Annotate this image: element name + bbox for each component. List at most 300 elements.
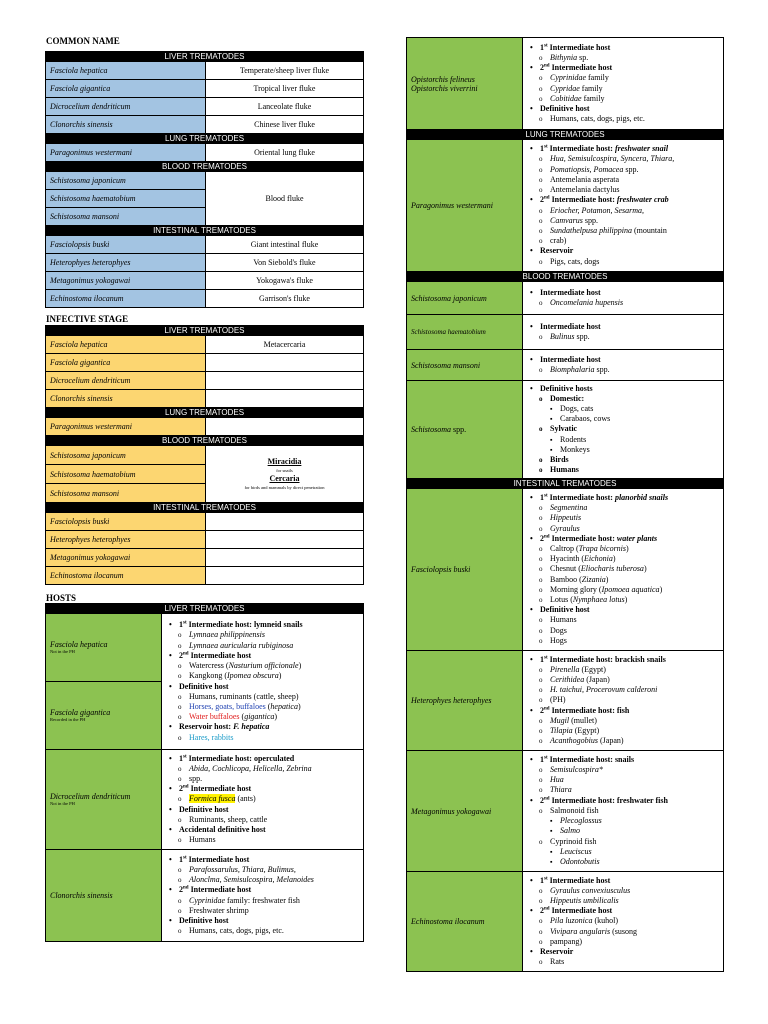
- host-list-item: [526, 465, 720, 475]
- host-category-item: [526, 63, 720, 73]
- species-cell: Fasciola hepatica: [46, 62, 206, 80]
- text-run: Eichonia: [584, 554, 613, 564]
- text-run: family: freshwater fish: [225, 895, 300, 905]
- species-name: Schistosoma: [411, 425, 451, 434]
- host-details-cell: [162, 850, 364, 942]
- hosts-left-table: [45, 603, 364, 942]
- species-cell: Schistosoma japonicum: [46, 446, 206, 465]
- text-run: Definitive host: [179, 681, 229, 691]
- host-list-item: [526, 775, 720, 785]
- host-details-cell: [523, 38, 724, 130]
- species-cell: [46, 614, 162, 682]
- text-run: (ants): [235, 794, 256, 804]
- liver-trematodes-header: LIVER TREMATODES: [46, 326, 364, 336]
- species-note: Not in the PH: [50, 649, 75, 654]
- text-run: 1: [540, 144, 544, 154]
- text-run: water plants: [616, 533, 658, 543]
- text-run: ): [612, 554, 616, 564]
- text-run: Rodents: [560, 434, 587, 444]
- text-run: Intermediate host: [547, 42, 611, 52]
- text-run: nd: [544, 906, 550, 912]
- species-cell: Fasciolopsis buski: [46, 236, 206, 254]
- text-run: (Japan): [598, 736, 624, 746]
- text-run: Gyraulus: [550, 523, 580, 533]
- host-list-item: [526, 585, 720, 595]
- host-list-item: [526, 896, 720, 906]
- text-run: Lotus (: [550, 595, 573, 604]
- host-list-item: [526, 175, 720, 185]
- text-run: Ruminants, sheep, cattle: [189, 814, 268, 824]
- text-run: (: [239, 712, 245, 722]
- text-run: 1: [540, 492, 544, 502]
- host-list-item: [526, 826, 720, 836]
- host-details-cell: [523, 651, 724, 751]
- text-run: st: [544, 875, 548, 881]
- host-list-item: [526, 685, 720, 695]
- host-list-item: [526, 886, 720, 896]
- blood-trematodes-header: BLOOD TREMATODES: [407, 272, 724, 282]
- text-run: Pomatiopsis, Pomacea: [550, 164, 624, 174]
- species-cell: Metagonimus yokogawai: [407, 751, 523, 872]
- common-name-table: [45, 51, 364, 308]
- host-category-item: [526, 384, 720, 394]
- text-run: 1: [179, 753, 183, 763]
- species-cell: Dicrocelium dendriticum: [46, 98, 206, 116]
- host-list-item: [526, 236, 720, 246]
- host-category-item: [165, 784, 360, 794]
- text-run: Sundathelpusa philippina: [550, 225, 632, 235]
- text-run: Cerithidea: [550, 674, 585, 684]
- text-run: ): [624, 595, 628, 604]
- text-run: Hua: [550, 775, 564, 785]
- text-run: Intermediate host: [547, 875, 611, 885]
- host-list-item: [165, 641, 360, 651]
- common-name-cell: Garrison's fluke: [206, 290, 364, 308]
- cercaria-note: for birds and mammals by direct penetration: [244, 485, 325, 490]
- text-run: (mullet): [569, 715, 597, 725]
- species-note: Recorded in the PH: [50, 717, 86, 722]
- species-cell: Clonorchis sinensis: [46, 850, 162, 942]
- text-run: spp.: [574, 332, 590, 341]
- text-run: 2: [540, 195, 544, 205]
- text-run: 1: [540, 754, 544, 764]
- blood-trematodes-header: BLOOD TREMATODES: [46, 162, 364, 172]
- host-details-cell: [162, 614, 364, 750]
- text-run: Acanthogobius: [550, 736, 598, 746]
- host-category-item: [526, 355, 720, 365]
- host-details-cell: [523, 282, 724, 315]
- species-cell: Echinostoma ilocanum: [407, 872, 523, 972]
- host-list-item: [526, 216, 720, 226]
- host-list-item: [526, 154, 720, 164]
- host-list-item: [165, 712, 360, 722]
- host-category-item: [165, 754, 360, 764]
- blood-trematodes-header: BLOOD TREMATODES: [46, 436, 364, 446]
- text-run: 1: [540, 654, 544, 664]
- host-category-item: [526, 104, 720, 114]
- host-category-item: [526, 493, 720, 503]
- infective-stage-table: [45, 325, 364, 585]
- text-run: Definitive host: [179, 804, 229, 814]
- host-details-cell: [523, 350, 724, 381]
- common-name-cell: Chinese liver fluke: [206, 116, 364, 134]
- infective-stage-heading: INFECTIVE STAGE: [46, 314, 129, 324]
- host-list-item: [165, 764, 360, 774]
- text-run: Dogs: [550, 625, 567, 635]
- host-list-item: [526, 257, 720, 267]
- text-run: (susong: [610, 926, 637, 936]
- host-list-item: [526, 404, 720, 414]
- text-run: Bithynia: [550, 52, 578, 62]
- species-cell: Fasciola gigantica: [46, 354, 206, 372]
- text-run: Dogs, cats: [560, 403, 594, 413]
- cercaria-label: Cercaria: [269, 474, 300, 483]
- text-run: Humans: [550, 465, 579, 475]
- common-name-cell: Lanceolate fluke: [206, 98, 364, 116]
- text-run: Cyprinidae: [550, 73, 586, 83]
- text-run: ): [605, 574, 609, 584]
- species-cell: Echinostoma ilocanum: [46, 567, 206, 585]
- text-run: family: [586, 73, 609, 83]
- host-list-item: [526, 857, 720, 867]
- text-run: Watercress (: [189, 661, 229, 671]
- host-details-cell: [523, 872, 724, 972]
- text-run: (PH): [550, 695, 566, 705]
- host-list-item: [165, 835, 360, 845]
- lung-trematodes-header: LUNG TREMATODES: [46, 408, 364, 418]
- species-name: Fasciola gigantica: [50, 708, 111, 717]
- species-cell: Schistosoma japonicum: [407, 282, 523, 315]
- host-list-item: [526, 726, 720, 736]
- species-cell: Paragonimus westermani: [46, 144, 206, 162]
- text-run: st: [544, 654, 548, 660]
- species-cell: Schistosoma japonicum: [46, 172, 206, 190]
- text-run: hepatica: [270, 701, 298, 711]
- host-details-cell: [523, 381, 724, 479]
- miracidia-label: Miracidia: [267, 457, 302, 466]
- text-run: Odontobutis: [560, 856, 600, 866]
- host-list-item: [526, 937, 720, 947]
- host-category-item: [526, 43, 720, 53]
- species-name: Dicrocelium dendriticum: [50, 792, 131, 801]
- text-run: ): [659, 584, 663, 594]
- species-cell: Heterophyes heterophyes: [407, 651, 523, 751]
- host-category-item: [526, 906, 720, 916]
- host-list-item: [526, 513, 720, 523]
- text-run: Tilapia: [550, 726, 573, 735]
- text-run: Oncomelania hupensis: [550, 298, 624, 307]
- text-run: Hyacinth (: [550, 554, 584, 564]
- text-run: Ipomea obscura: [227, 671, 279, 681]
- common-name-cell: Von Siebold's fluke: [206, 254, 364, 272]
- text-run: Intermediate host:: [549, 195, 617, 205]
- text-run: Intermediate host:: [547, 492, 615, 502]
- host-list-item: [165, 733, 360, 743]
- text-run: Cobitidae: [550, 93, 582, 103]
- host-category-item: [526, 706, 720, 716]
- text-run: gigantica: [244, 712, 275, 722]
- host-list-item: [526, 816, 720, 826]
- species-suffix: spp.: [451, 425, 467, 434]
- species-cell: Echinostoma ilocanum: [46, 290, 206, 308]
- host-list-item: [526, 455, 720, 465]
- species-cell: Clonorchis sinensis: [46, 390, 206, 408]
- text-run: Humans, ruminants (cattle, sheep): [189, 691, 299, 701]
- host-list-item: [526, 94, 720, 104]
- text-run: Ipomoea aquatica: [601, 584, 660, 594]
- text-run: Reservoir: [540, 947, 574, 956]
- text-run: Intermediate host: lymneid snails: [186, 620, 303, 630]
- text-run: st: [183, 855, 187, 861]
- text-run: Bamboo (: [550, 574, 582, 584]
- host-list-item: [526, 554, 720, 564]
- text-run: Humans, cats, dogs, pigs, etc.: [189, 926, 284, 936]
- host-list-item: [165, 794, 360, 804]
- host-list-item: [526, 636, 720, 646]
- text-run: Hippeutis umbilicalis: [550, 895, 619, 905]
- text-run: (Egypt): [579, 664, 606, 674]
- text-run: sp.: [577, 52, 589, 62]
- text-run: Abida, Cochlicopa, Helicella, Zebrina: [189, 763, 312, 773]
- text-run: Biomphalaria: [550, 365, 595, 374]
- common-name-cell: Oriental lung fluke: [206, 144, 364, 162]
- text-run: Pirenella: [550, 664, 580, 674]
- text-run: Lymnaea philippinensis: [189, 630, 265, 640]
- text-run: Intermediate host:: [547, 144, 615, 154]
- species-cell: Paragonimus westermani: [46, 418, 206, 436]
- text-run: Formica fusca: [189, 794, 236, 804]
- host-list-item: [165, 906, 360, 916]
- host-list-item: [165, 875, 360, 885]
- text-run: pampang): [550, 936, 582, 946]
- text-run: Nymphaea lotus: [572, 595, 625, 604]
- text-run: Definitive host: [179, 915, 229, 925]
- text-run: Chesnut (: [550, 564, 581, 574]
- text-run: 2: [540, 705, 544, 715]
- host-list-item: [526, 837, 720, 847]
- text-run: Intermediate host: [549, 63, 613, 73]
- species-cell: Schistosoma haematobium: [46, 465, 206, 484]
- text-run: 2: [540, 533, 544, 543]
- host-list-item: [526, 675, 720, 685]
- text-run: ): [298, 661, 302, 671]
- host-category-item: [526, 288, 720, 298]
- text-run: nd: [544, 63, 550, 69]
- host-list-item: [526, 524, 720, 534]
- text-run: Birds: [550, 455, 569, 464]
- miracidia-note: for snails: [276, 468, 293, 473]
- liver-trematodes-header: LIVER TREMATODES: [46, 604, 364, 614]
- text-run: Intermediate host: [540, 321, 601, 331]
- infective-stage-blood-cell: [206, 446, 364, 503]
- text-run: nd: [183, 651, 189, 657]
- lung-trematodes-header: LUNG TREMATODES: [407, 130, 724, 140]
- host-list-item: [526, 165, 720, 175]
- text-run: freshwater crab: [616, 195, 669, 205]
- text-run: Intermediate host: [186, 854, 250, 864]
- intestinal-trematodes-header: INTESTINAL TREMATODES: [46, 503, 364, 513]
- text-run: (kuhol): [592, 916, 619, 926]
- host-category-item: [526, 534, 720, 544]
- text-run: ): [643, 564, 647, 574]
- host-category-item: [526, 876, 720, 886]
- text-run: Rats: [550, 957, 565, 967]
- text-run: Domestic:: [550, 393, 585, 403]
- infective-stage-cell: [206, 567, 364, 585]
- text-run: (Egypt): [572, 726, 600, 735]
- host-details-cell: [523, 751, 724, 872]
- text-run: st: [183, 620, 187, 626]
- host-category-item: [165, 651, 360, 661]
- text-run: 2: [540, 795, 544, 805]
- infective-stage-cell: [206, 418, 364, 436]
- text-run: Humans: [189, 835, 216, 845]
- host-list-item: [526, 185, 720, 195]
- text-run: Monkeys: [560, 444, 590, 454]
- species-cell: Fasciolopsis buski: [46, 513, 206, 531]
- host-list-item: [526, 564, 720, 574]
- host-details-cell: [162, 750, 364, 850]
- host-list-item: [526, 298, 720, 308]
- text-run: Pila luzonica: [550, 916, 593, 926]
- text-run: Hua, Semisulcospira, Syncera, Thiara,: [550, 154, 675, 164]
- host-list-item: [526, 435, 720, 445]
- text-run: Intermediate host: [549, 906, 613, 916]
- text-run: Intermediate host: operculated: [186, 753, 295, 763]
- host-list-item: [526, 73, 720, 83]
- host-list-item: [165, 926, 360, 936]
- host-details-cell: [523, 489, 724, 651]
- species-cell: Schistosoma mansoni: [46, 484, 206, 503]
- text-run: Zizania: [581, 574, 606, 584]
- species-cell: Heterophyes heterophyes: [46, 254, 206, 272]
- host-list-item: [526, 332, 720, 342]
- host-category-item: [526, 246, 720, 256]
- text-run: nd: [183, 885, 189, 891]
- text-run: Caltrop (: [550, 543, 579, 553]
- host-list-item: [526, 695, 720, 705]
- species-note: Not in the PH: [50, 801, 75, 806]
- species-cell: Heterophyes heterophyes: [46, 531, 206, 549]
- text-run: nd: [544, 796, 550, 802]
- host-category-item: [526, 796, 720, 806]
- species-cell: [407, 381, 523, 479]
- infective-stage-cell: [206, 372, 364, 390]
- text-run: Intermediate host:: [549, 533, 617, 543]
- text-run: freshwater snail: [614, 144, 669, 154]
- common-name-heading: COMMON NAME: [46, 36, 120, 46]
- host-category-item: [526, 605, 720, 615]
- infective-stage-cell: [206, 390, 364, 408]
- host-list-item: [165, 815, 360, 825]
- text-run: Intermediate host: snails: [547, 754, 635, 764]
- text-run: (mountain: [632, 225, 667, 235]
- host-list-item: [526, 595, 720, 605]
- text-run: ): [274, 712, 278, 722]
- species-cell: Fasciola gigantica: [46, 80, 206, 98]
- host-list-item: [526, 503, 720, 513]
- species-cell: Metagonimus yokogawai: [46, 272, 206, 290]
- host-list-item: [526, 365, 720, 375]
- text-run: Camvarus: [550, 215, 583, 225]
- text-run: Kangkong (: [189, 671, 227, 681]
- intestinal-trematodes-header: INTESTINAL TREMATODES: [46, 226, 364, 236]
- species-cell: Schistosoma mansoni: [407, 350, 523, 381]
- text-run: Gyraulus convexiusculus: [550, 885, 631, 895]
- text-run: st: [544, 144, 548, 150]
- host-category-item: [526, 755, 720, 765]
- text-run: st: [544, 755, 548, 761]
- text-run: Nasturium officionale: [228, 661, 299, 671]
- host-category-item: [526, 195, 720, 205]
- host-list-item: [526, 226, 720, 236]
- text-run: Hares, rabbits: [189, 732, 234, 742]
- host-category-item: [165, 885, 360, 895]
- text-run: 2: [540, 906, 544, 916]
- host-category-item: [165, 916, 360, 926]
- text-run: st: [544, 43, 548, 49]
- host-details-cell: [523, 315, 724, 350]
- text-run: family: [579, 83, 603, 93]
- species-cell: [46, 682, 162, 750]
- text-run: Mugil: [550, 715, 570, 725]
- text-run: Freshwater shrimp: [189, 905, 249, 915]
- text-run: 2: [540, 63, 544, 73]
- text-run: Humans, cats, dogs, pigs, etc.: [550, 114, 645, 124]
- text-run: Cyprinoid fish: [550, 836, 597, 846]
- text-run: Intermediate host: fish: [549, 705, 630, 715]
- text-run: Thiara: [550, 785, 572, 795]
- host-list-item: [526, 206, 720, 216]
- host-list-item: [165, 630, 360, 640]
- host-list-item: [526, 927, 720, 937]
- text-run: Intermediate host: freshwater fish: [549, 795, 668, 805]
- text-run: Hogs: [550, 635, 567, 645]
- liver-trematodes-header: LIVER TREMATODES: [46, 52, 364, 62]
- host-details-cell: [523, 140, 724, 272]
- host-list-item: [526, 394, 720, 404]
- text-run: 1: [540, 875, 544, 885]
- host-list-item: [526, 716, 720, 726]
- text-run: 2: [179, 784, 183, 794]
- host-category-item: [165, 825, 360, 835]
- host-list-item: [165, 702, 360, 712]
- common-name-cell: Tropical liver fluke: [206, 80, 364, 98]
- text-run: Reservoir host:: [179, 722, 234, 732]
- text-run: crab): [550, 236, 567, 246]
- text-run: nd: [544, 195, 550, 201]
- host-list-item: [526, 575, 720, 585]
- host-list-item: [165, 865, 360, 875]
- text-run: ): [278, 671, 282, 681]
- text-run: Trapa bicornis: [578, 543, 627, 553]
- text-run: 1: [540, 42, 544, 52]
- host-list-item: [526, 785, 720, 795]
- text-run: Cyprinidae: [189, 895, 225, 905]
- text-run: nd: [544, 534, 550, 540]
- text-run: Morning glory (: [550, 584, 602, 594]
- text-run: family: [581, 93, 605, 103]
- host-list-item: [165, 774, 360, 784]
- host-list-item: [526, 736, 720, 746]
- species-cell: [46, 750, 162, 850]
- hosts-heading: HOSTS: [46, 593, 77, 603]
- hosts-right-table: [406, 37, 724, 972]
- text-run: Parafossarulus, Thiara, Bulimus,: [189, 864, 296, 874]
- host-category-item: [526, 947, 720, 957]
- text-run: Humans: [550, 615, 577, 625]
- host-category-item: [165, 805, 360, 815]
